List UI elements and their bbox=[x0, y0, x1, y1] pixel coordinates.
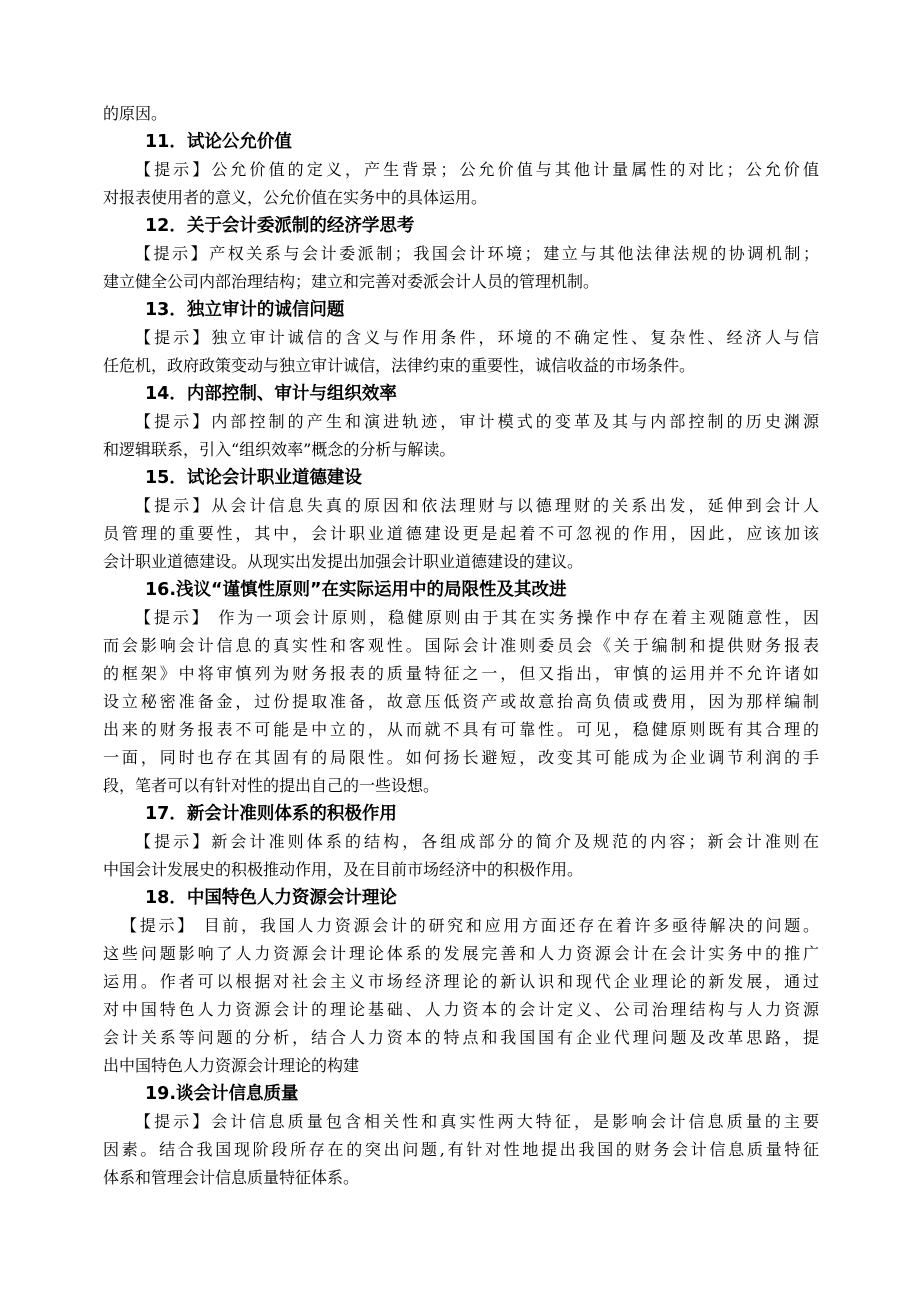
section-line: 而会影响会计信息的真实性和客观性。国际会计准则委员会《关于编制和提供财务报表 bbox=[103, 636, 819, 655]
section-line: 运用。作者可以根据对社会主义市场经济理论的新认识和现代企业理论的新发展，通过 bbox=[103, 972, 819, 991]
section-heading: 16.浅议“谨慎性原则”在实际运用中的局限性及其改进 bbox=[145, 580, 567, 600]
section-line: 因素。结合我国现阶段所存在的突出问题,有针对性地提出我国的财务会计信息质量特征 bbox=[103, 1140, 819, 1159]
section-line: 对报表使用者的意义，公允价值在实务中的具体运用。 bbox=[103, 188, 488, 207]
section-line: 任危机，政府政策变动与独立审计诚信，法律约束的重要性，诚信收益的市场条件。 bbox=[103, 356, 696, 375]
section-line: 员管理的重要性，其中，会计职业道德建设更是起着不可忽视的作用，因此，应该加该 bbox=[103, 524, 819, 543]
section-line: 【提示】会计信息质量包含相关性和真实性两大特征，是影响会计信息质量的主要 bbox=[135, 1112, 819, 1131]
section-line: 【提示】公允价值的定义，产生背景；公允价值与其他计量属性的对比；公允价值 bbox=[135, 160, 819, 179]
section-line: 和逻辑联系，引入“组织效率”概念的分析与解读。 bbox=[103, 440, 456, 459]
section-heading: 15．试论会计职业道德建设 bbox=[145, 468, 362, 488]
document-page bbox=[103, 100, 819, 1192]
section-heading: 13．独立审计的诚信问题 bbox=[145, 300, 345, 320]
section-line: 【提示】产权关系与会计委派制；我国会计环境；建立与其他法律法规的协调机制； bbox=[135, 244, 819, 263]
section-line: 【提示】 作为一项会计原则，稳健原则由于其在实务操作中存在着主观随意性，因 bbox=[135, 608, 819, 627]
section-heading: 14．内部控制、审计与组织效率 bbox=[145, 384, 397, 404]
section-line: 【提示】 目前，我国人力资源会计的研究和应用方面还存在着许多亟待解决的问题。 bbox=[121, 916, 819, 935]
section-heading: 11．试论公允价值 bbox=[145, 132, 292, 152]
section-line: 会计职业道德建设。从现实出发提出加强会计职业道德建设的建议。 bbox=[103, 552, 584, 571]
section-line: 【提示】从会计信息失真的原因和依法理财与以德理财的关系出发，延伸到会计人 bbox=[135, 496, 819, 515]
section-line: 建立健全公司内部治理结构；建立和完善对委派会计人员的管理机制。 bbox=[103, 272, 600, 291]
section-line: 对中国特色人力资源会计的理论基础、人力资本的会计定义、公司治理结构与人力资源 bbox=[103, 1000, 819, 1019]
section-line: 出中国特色人力资源会计理论的构建 bbox=[103, 1056, 360, 1075]
section-heading: 12．关于会计委派制的经济学思考 bbox=[145, 216, 415, 236]
section-heading: 18．中国特色人力资源会计理论 bbox=[145, 888, 397, 908]
section-line: 【提示】新会计准则体系的结构，各组成部分的简介及规范的内容；新会计准则在 bbox=[135, 832, 819, 851]
section-line: 会计关系等问题的分析，结合人力资本的特点和我国国有企业代理问题及改革思路，提 bbox=[103, 1028, 819, 1047]
section-line: 一面，同时也存在其固有的局限性。如何扬长避短，改变其可能成为企业调节利润的手 bbox=[103, 748, 819, 767]
section-line: 的框架》中将审慎列为财务报表的质量特征之一，但又指出，审慎的运用并不允许诸如 bbox=[103, 664, 819, 683]
section-line: 段，笔者可以有针对性的提出自己的一些设想。 bbox=[103, 776, 440, 795]
section-line: 设立秘密准备金，过份提取准备，故意压低资产或故意抬高负债或费用，因为那样编制 bbox=[103, 692, 819, 711]
section-heading: 19.谈会计信息质量 bbox=[145, 1084, 299, 1104]
lead-in-text: 的原因。 bbox=[103, 104, 168, 123]
section-line: 出来的财务报表不可能是中立的，从而就不具有可靠性。可见，稳健原则既有其合理的 bbox=[103, 720, 819, 739]
section-line: 【提示】内部控制的产生和演进轨迹，审计模式的变革及其与内部控制的历史渊源 bbox=[135, 412, 819, 431]
section-heading: 17．新会计准则体系的积极作用 bbox=[145, 804, 397, 824]
section-line: 体系和管理会计信息质量特征体系。 bbox=[103, 1168, 360, 1187]
section-line: 【提示】独立审计诚信的含义与作用条件，环境的不确定性、复杂性、经济人与信 bbox=[135, 328, 819, 347]
section-line: 这些问题影响了人力资源会计理论体系的发展完善和人力资源会计在会计实务中的推广 bbox=[103, 944, 819, 963]
section-line: 中国会计发展史的积极推动作用，及在目前市场经济中的积极作用。 bbox=[103, 860, 584, 879]
